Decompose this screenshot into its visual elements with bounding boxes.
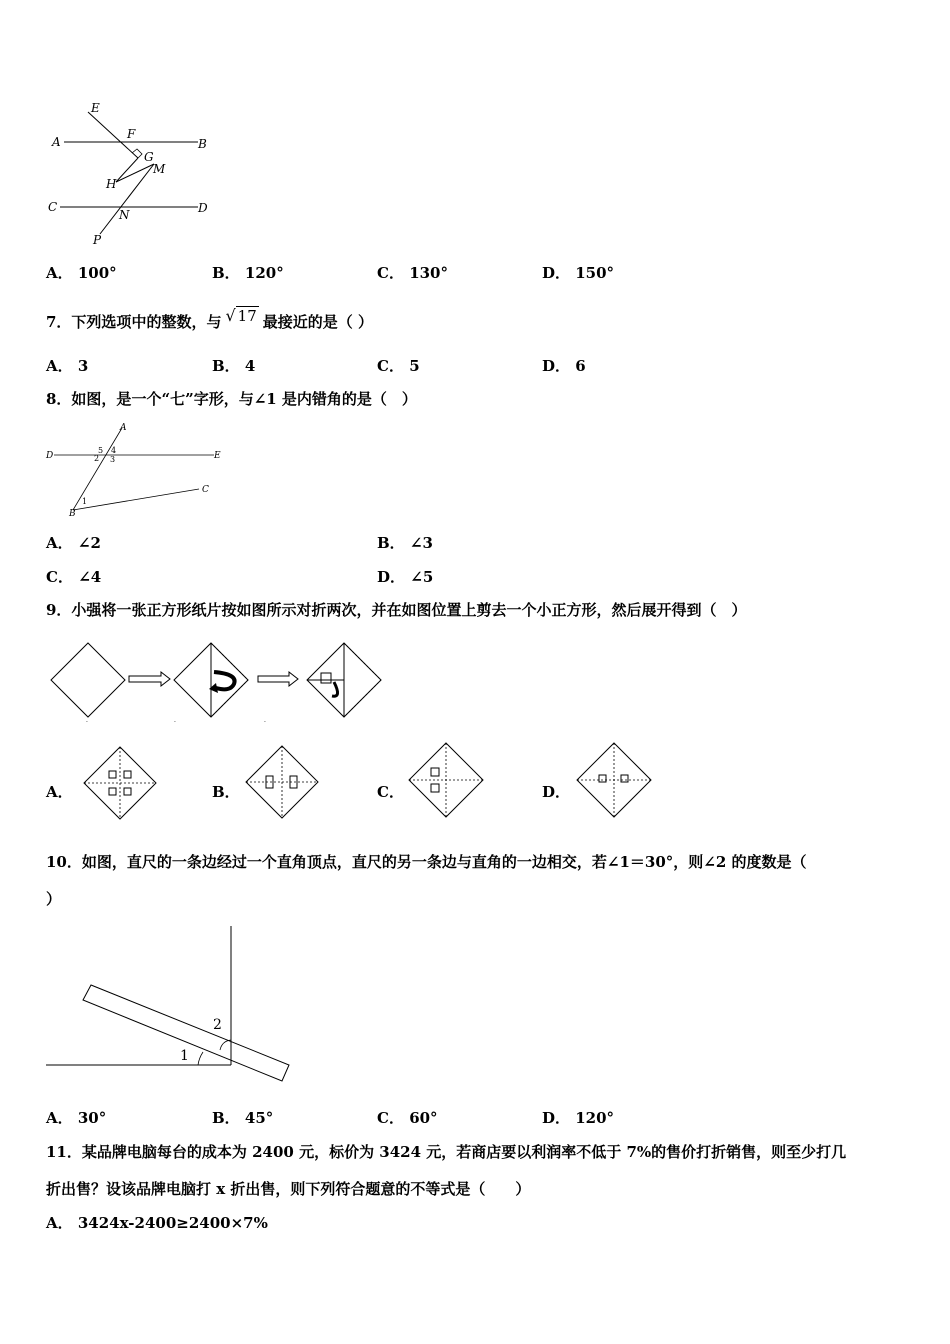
fold-arrow-icon xyxy=(214,672,235,689)
ruler xyxy=(83,985,289,1081)
q8-option-d[interactable]: D． ∠5 xyxy=(377,568,434,586)
q6-option-b[interactable]: B． 120° xyxy=(212,264,284,282)
q6-option-c[interactable]: C． 130° xyxy=(377,264,448,282)
label-B: B xyxy=(69,509,76,519)
label-1: 1 xyxy=(180,1048,189,1064)
q8-stem: 8．如图，是一个“七”字形，与∠1 是内错角的是（ ） xyxy=(46,390,417,408)
fold-arrow-icon xyxy=(332,682,338,696)
arrow-right-icon xyxy=(129,672,170,686)
q10-stem-line2: ） xyxy=(46,890,62,908)
q6-option-d[interactable]: D． 150° xyxy=(542,264,615,282)
q9-option-a[interactable]: A． xyxy=(46,783,73,801)
cut-square xyxy=(321,673,331,683)
q7-option-b[interactable]: B． 4 xyxy=(212,357,256,375)
label-F: F xyxy=(127,127,136,141)
q10-option-b[interactable]: B． 45° xyxy=(212,1109,274,1127)
q7-option-c[interactable]: C． 5 xyxy=(377,357,420,375)
line-gh xyxy=(116,158,138,182)
label-E: E xyxy=(214,451,221,461)
label-5: 5 xyxy=(98,446,104,455)
svg-text:.: . xyxy=(174,717,176,723)
q9-option-a-figure[interactable] xyxy=(80,743,160,823)
angle-2-arc xyxy=(220,1040,231,1050)
paper-square xyxy=(51,643,125,717)
label-C: C xyxy=(202,485,209,495)
label-A: A xyxy=(120,423,127,433)
q9-option-d-figure[interactable] xyxy=(574,740,654,820)
label-2: 2 xyxy=(94,454,100,463)
q9-option-b-figure[interactable] xyxy=(243,743,321,821)
q10-option-a[interactable]: A． 30° xyxy=(46,1109,107,1127)
line-ab xyxy=(73,428,122,510)
label-B: B xyxy=(198,137,207,151)
label-C: C xyxy=(48,200,58,214)
label-M: M xyxy=(153,162,166,176)
q7-option-d[interactable]: D． 6 xyxy=(542,357,586,375)
line-mp xyxy=(100,164,154,234)
label-G: G xyxy=(144,150,154,164)
sqrt-17: √ 17 xyxy=(225,306,257,325)
label-D: D xyxy=(198,201,208,215)
q10-option-d[interactable]: D． 120° xyxy=(542,1109,615,1127)
label-4: 4 xyxy=(111,446,117,455)
q9-option-c-figure[interactable] xyxy=(406,740,486,820)
label-A: A xyxy=(52,135,61,149)
label-H: H xyxy=(106,177,117,191)
q8-option-b[interactable]: B． ∠3 xyxy=(377,534,433,552)
q8-option-c[interactable]: C． ∠4 xyxy=(46,568,102,586)
q11-stem-line2: 折出售？设该品牌电脑打 x 折出售，则下列符合题意的不等式是（ ） xyxy=(46,1180,531,1198)
label-N: N xyxy=(119,208,130,222)
q7-stem: 7．下列选项中的整数，与 √ 17 最接近的是（ ） xyxy=(46,306,373,331)
q9-option-d[interactable]: D． xyxy=(542,783,571,801)
angle-1-arc xyxy=(198,1052,203,1065)
q9-option-c[interactable]: C． xyxy=(377,783,404,801)
q10-stem-line1: 10．如图，直尺的一条边经过一个直角顶点，直尺的另一条边与直角的一边相交，若∠1＝30°，则∠2 的度数是（ xyxy=(46,853,807,871)
q9-option-b[interactable]: B． xyxy=(212,783,240,801)
label-1: 1 xyxy=(82,497,88,506)
line-hm xyxy=(116,164,154,182)
line-bc xyxy=(73,489,199,510)
q7-option-a[interactable]: A． 3 xyxy=(46,357,89,375)
q8-option-a[interactable]: A． ∠2 xyxy=(46,534,101,552)
q11-stem-line1: 11．某品牌电脑每台的成本为 2400 元，标价为 3424 元，若商店要以利润率不低于 7%的售价打折销售，则至少打几 xyxy=(46,1143,847,1161)
q9-folding-figure xyxy=(46,638,386,723)
q6-figure xyxy=(46,96,221,251)
label-P: P xyxy=(93,233,102,247)
q10-option-c[interactable]: C． 60° xyxy=(377,1109,438,1127)
svg-text:.: . xyxy=(264,717,266,723)
q6-option-a[interactable]: A． 100° xyxy=(46,264,117,282)
label-D: D xyxy=(46,451,54,461)
label-3: 3 xyxy=(110,455,116,464)
q9-stem: 9．小强将一张正方形纸片按如图所示对折两次，并在如图位置上剪去一个小正方形，然后展开得到（ ） xyxy=(46,601,747,619)
label-E: E xyxy=(91,101,100,115)
arrow-right-icon xyxy=(258,672,298,686)
q10-figure xyxy=(46,922,296,1092)
label-2: 2 xyxy=(213,1017,222,1033)
q8-figure xyxy=(44,420,224,520)
q11-option-a[interactable]: A． 3424x-2400≥2400×7% xyxy=(46,1214,268,1232)
svg-text:.: . xyxy=(86,717,88,723)
